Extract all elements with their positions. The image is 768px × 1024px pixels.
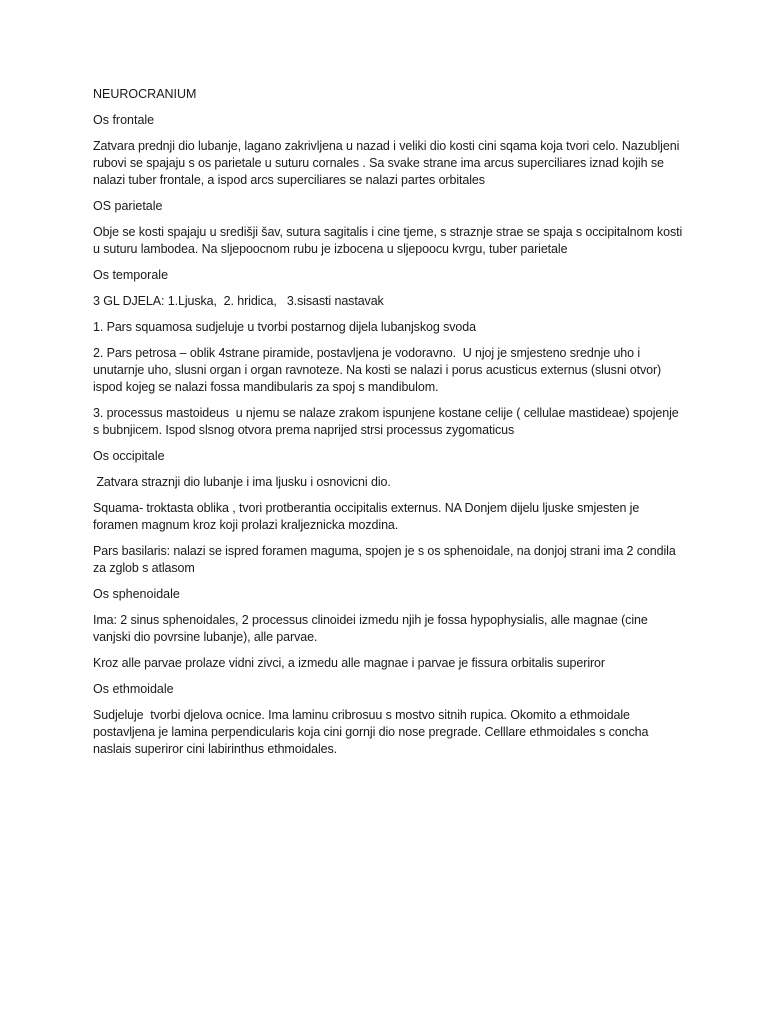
heading-os-sphenoidale: Os sphenoidale: [93, 587, 180, 601]
title-neurocranium: NEUROCRANIUM: [93, 87, 197, 101]
para-ethmoidale: Sudjeluje tvorbi djelova ocnice. Ima laminu cribrosuu s mostvo sitnih rupica. Okomito a ethmoidale postavljena je lamina perpendicularis koja cini gornji dio nose pregrade. Celllare ethmoidales s concha naslais superiror cini labirinthus ethmoidales.: [93, 708, 652, 756]
para-sphenoidale-kroz: Kroz alle parvae prolaze vidni zivci, a izmedu alle magnae i parvae je fissura orbitalis superiror: [93, 656, 605, 670]
para-os-frontale: Zatvara prednji dio lubanje, lagano zakrivljena u nazad i veliki dio kosti cini sqama koja tvori celo. Nazubljeni rubovi se spajaju s os parietale u suturu cornales . Sa svake strane ima arcus superciliares iznad kojih se nalazi tuber frontale, a ispod arcs superciliares se nalazi partes orbitales: [93, 139, 683, 187]
para-squama: Squama- troktasta oblika , tvori protberantia occipitalis externus. NA Donjem dijelu ljuske smjesten je foramen magnum kroz koji prolazi kraljeznicka mozdina.: [93, 501, 643, 532]
para-os-parietale: Obje se kosti spajaju u središji šav, sutura sagitalis i cine tjeme, s straznje strae se spaja s occipitalnom kosti u suturu lambodea. Na sljepoocnom rubu je izbocena u sljepoocu kvrgu, tuber parietale: [93, 225, 686, 256]
document-page: [93, 86, 686, 767]
para-temporale-parts: 3 GL DJELA: 1.Ljuska, 2. hridica, 3.sisasti nastavak: [93, 294, 384, 308]
heading-os-ethmoidale: Os ethmoidale: [93, 682, 174, 696]
para-occipitale-intro: Zatvara straznji dio lubanje i ima ljusku i osnovicni dio.: [93, 475, 391, 489]
para-pars-squamosa: 1. Pars squamosa sudjeluje u tvorbi postarnog dijela lubanjskog svoda: [93, 320, 476, 334]
para-pars-petrosa: 2. Pars petrosa – oblik 4strane piramide, postavljena je vodoravno. U njoj je smjesteno srednje uho i unutarnje uho, slusni organ i organ ravnoteze. Na kosti se nalazi i porus acusticus externus (slusni otvor) ispod kojeg se nalazi fossa mandibularis za spoj s mandibulom.: [93, 346, 665, 394]
heading-os-frontale: Os frontale: [93, 113, 155, 127]
para-sphenoidale-ima: Ima: 2 sinus sphenoidales, 2 processus clinoidei izmedu njih je fossa hypophysialis, alle magnae (cine vanjski dio povrsine lubanje), alle parvae.: [93, 613, 652, 644]
heading-os-occipitale: Os occipitale: [93, 449, 165, 463]
para-processus-mastoideus: 3. processus mastoideus u njemu se nalaze zrakom ispunjene kostane celije ( cellulae mastideae) spojenje s bubnjicem. Ispod slsnog otvora prema naprijed strsi processus zygomaticus: [93, 406, 683, 437]
heading-os-temporale: Os temporale: [93, 268, 169, 282]
para-pars-basilaris: Pars basilaris: nalazi se ispred foramen maguma, spojen je s os sphenoidale, na donjoj strani ima 2 condila za zglob s atlasom: [93, 544, 680, 575]
heading-os-parietale: OS parietale: [93, 199, 163, 213]
